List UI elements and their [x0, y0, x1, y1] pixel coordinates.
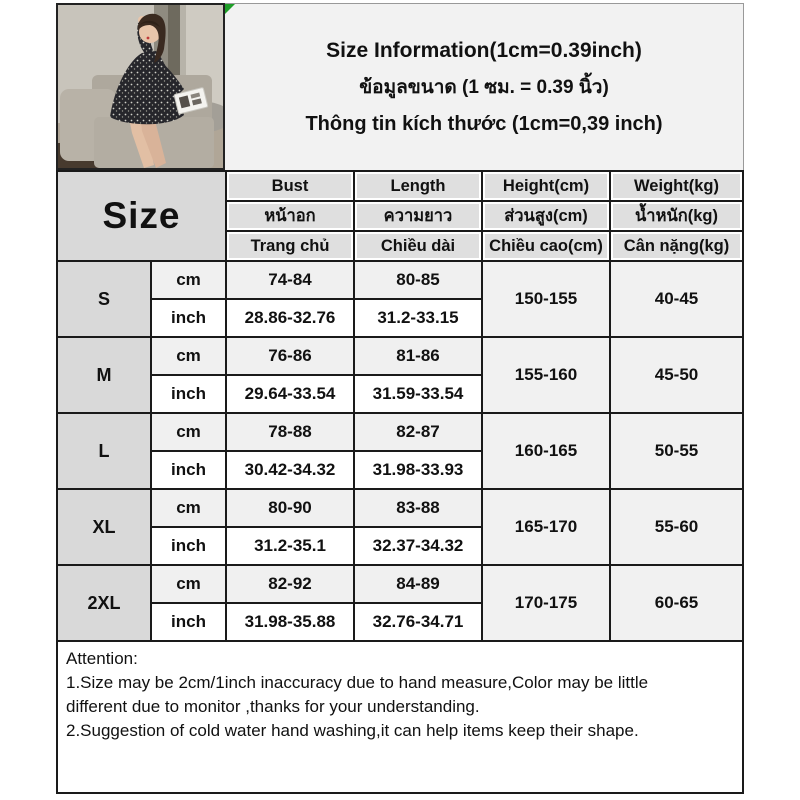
- col-header-bust-en: Bust: [227, 172, 353, 200]
- length-cm-s: 80-85: [355, 262, 481, 298]
- bust-cm-s: 74-84: [227, 262, 353, 298]
- height-s: 150-155: [483, 262, 609, 336]
- bust-cm-2xl: 82-92: [227, 566, 353, 602]
- length-inch-2xl: 32.76-34.71: [355, 604, 481, 640]
- weight-2xl: 60-65: [611, 566, 742, 640]
- height-2xl: 170-175: [483, 566, 609, 640]
- excel-corner-marker-icon: [225, 4, 235, 14]
- product-photo: [56, 3, 225, 170]
- attention-box: [56, 642, 744, 794]
- length-cm-xl: 83-88: [355, 490, 481, 526]
- weight-l: 50-55: [611, 414, 742, 488]
- unit-label-cm: cm: [152, 566, 225, 602]
- col-header-weight-th: น้ำหนัก(kg): [611, 202, 742, 230]
- length-inch-s: 31.2-33.15: [355, 300, 481, 336]
- bust-inch-l: 30.42-34.32: [227, 452, 353, 488]
- col-header-height-vi: Chiều cao(cm): [483, 232, 609, 260]
- height-xl: 165-170: [483, 490, 609, 564]
- unit-label-inch: inch: [152, 376, 225, 412]
- attention-note-1a: 1.Size may be 2cm/1inch inaccuracy due to hand measure,Color may be little: [66, 673, 649, 692]
- unit-label-cm: cm: [152, 338, 225, 374]
- size-label-2xl: 2XL: [58, 566, 150, 640]
- size-chart-sheet: [56, 3, 744, 794]
- bust-inch-s: 28.86-32.76: [227, 300, 353, 336]
- size-label-s: S: [58, 262, 150, 336]
- attention-note-2: 2.Suggestion of cold water hand washing,it can help items keep their shape.: [66, 721, 639, 740]
- unit-label-cm: cm: [152, 414, 225, 450]
- unit-label-inch: inch: [152, 452, 225, 488]
- weight-s: 40-45: [611, 262, 742, 336]
- attention-heading: Attention:: [66, 649, 138, 668]
- unit-label-inch: inch: [152, 300, 225, 336]
- bust-cm-l: 78-88: [227, 414, 353, 450]
- title-thai: ข้อมูลขนาด (1 ซม. = 0.39 นิ้ว): [359, 76, 609, 98]
- height-m: 155-160: [483, 338, 609, 412]
- weight-m: 45-50: [611, 338, 742, 412]
- title-vietnamese: Thông tin kích thước (1cm=0,39 inch): [305, 112, 663, 135]
- height-l: 160-165: [483, 414, 609, 488]
- bust-inch-2xl: 31.98-35.88: [227, 604, 353, 640]
- size-info-title-box: [225, 3, 744, 170]
- length-cm-2xl: 84-89: [355, 566, 481, 602]
- attention-note-1b: different due to monitor ,thanks for your understanding.: [66, 697, 480, 716]
- size-header: Size: [58, 172, 225, 260]
- col-header-height-th: ส่วนสูง(cm): [483, 202, 609, 230]
- bust-inch-m: 29.64-33.54: [227, 376, 353, 412]
- bust-cm-xl: 80-90: [227, 490, 353, 526]
- unit-label-inch: inch: [152, 528, 225, 564]
- length-inch-l: 31.98-33.93: [355, 452, 481, 488]
- unit-label-cm: cm: [152, 262, 225, 298]
- col-header-weight-vi: Cân nặng(kg): [611, 232, 742, 260]
- length-cm-m: 81-86: [355, 338, 481, 374]
- col-header-length-th: ความยาว: [355, 202, 481, 230]
- col-header-bust-th: หน้าอก: [227, 202, 353, 230]
- top-row: [56, 3, 744, 170]
- length-cm-l: 82-87: [355, 414, 481, 450]
- weight-xl: 55-60: [611, 490, 742, 564]
- col-header-height-en: Height(cm): [483, 172, 609, 200]
- size-table: [56, 170, 744, 642]
- col-header-bust-vi: Trang chủ: [227, 232, 353, 260]
- col-header-weight-en: Weight(kg): [611, 172, 742, 200]
- length-inch-m: 31.59-33.54: [355, 376, 481, 412]
- unit-label-cm: cm: [152, 490, 225, 526]
- col-header-length-vi: Chiều dài: [355, 232, 481, 260]
- size-label-l: L: [58, 414, 150, 488]
- bust-cm-m: 76-86: [227, 338, 353, 374]
- title-english: Size Information(1cm=0.39inch): [326, 38, 642, 62]
- size-label-m: M: [58, 338, 150, 412]
- unit-label-inch: inch: [152, 604, 225, 640]
- col-header-length-en: Length: [355, 172, 481, 200]
- length-inch-xl: 32.37-34.32: [355, 528, 481, 564]
- bust-inch-xl: 31.2-35.1: [227, 528, 353, 564]
- size-label-xl: XL: [58, 490, 150, 564]
